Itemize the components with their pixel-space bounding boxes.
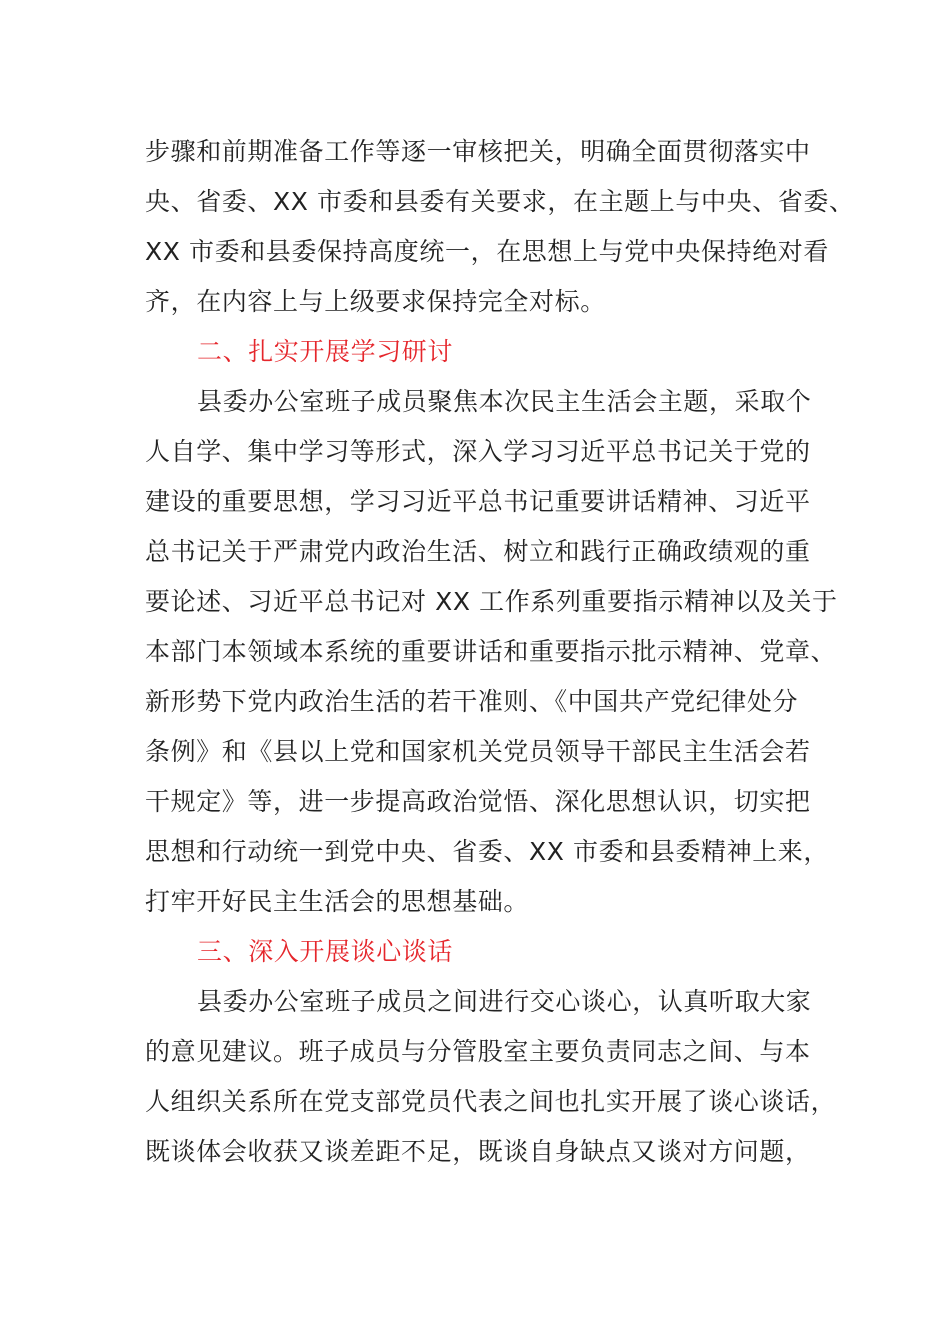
paragraph-line: 干规定》等，进一步提高政治觉悟、深化思想认识，切实把 xyxy=(145,787,811,816)
paragraph-line: 步骤和前期准备工作等逐一审核把关，明确全面贯彻落实中 xyxy=(145,137,811,166)
paragraph-line: XX 市委和县委保持高度统一，在思想上与党中央保持绝对看 xyxy=(145,237,830,266)
section-heading-2: 二、扎实开展学习研讨 xyxy=(197,337,454,366)
paragraph-line: 要论述、习近平总书记对 XX 工作系列重要指示精神以及关于 xyxy=(145,587,838,616)
paragraph-line: 县委办公室班子成员之间进行交心谈心，认真听取大家 xyxy=(197,987,812,1016)
paragraph-line: 本部门本领域本系统的重要讲话和重要指示批示精神、党章、 xyxy=(145,637,837,666)
paragraph-line: 齐，在内容上与上级要求保持完全对标。 xyxy=(145,287,606,316)
paragraph-line: 条例》和《县以上党和国家机关党员领导干部民主生活会若 xyxy=(145,737,811,766)
paragraph-line: 央、省委、XX 市委和县委有关要求，在主题上与中央、省委、 xyxy=(145,187,855,216)
paragraph-line: 建设的重要思想，学习习近平总书记重要讲话精神、习近平 xyxy=(145,487,811,516)
paragraph-line: 思想和行动统一到党中央、省委、XX 市委和县委精神上来， xyxy=(145,837,830,866)
paragraph-line: 的意见建议。班子成员与分管股室主要负责同志之间、与本 xyxy=(145,1037,811,1066)
paragraph-line: 新形势下党内政治生活的若干准则、《中国共产党纪律处分 xyxy=(145,687,799,716)
paragraph-line: 既谈体会收获又谈差距不足，既谈自身缺点又谈对方问题， xyxy=(145,1137,811,1166)
paragraph-line: 总书记关于严肃党内政治生活、树立和践行正确政绩观的重 xyxy=(145,537,811,566)
paragraph-line: 县委办公室班子成员聚焦本次民主生活会主题，采取个 xyxy=(197,387,812,416)
paragraph-line: 打牢开好民主生活会的思想基础。 xyxy=(145,887,530,916)
section-heading-3: 三、深入开展谈心谈话 xyxy=(197,937,454,966)
paragraph-line: 人自学、集中学习等形式，深入学习习近平总书记关于党的 xyxy=(145,437,811,466)
paragraph-line: 人组织关系所在党支部党员代表之间也扎实开展了谈心谈话， xyxy=(145,1087,837,1116)
